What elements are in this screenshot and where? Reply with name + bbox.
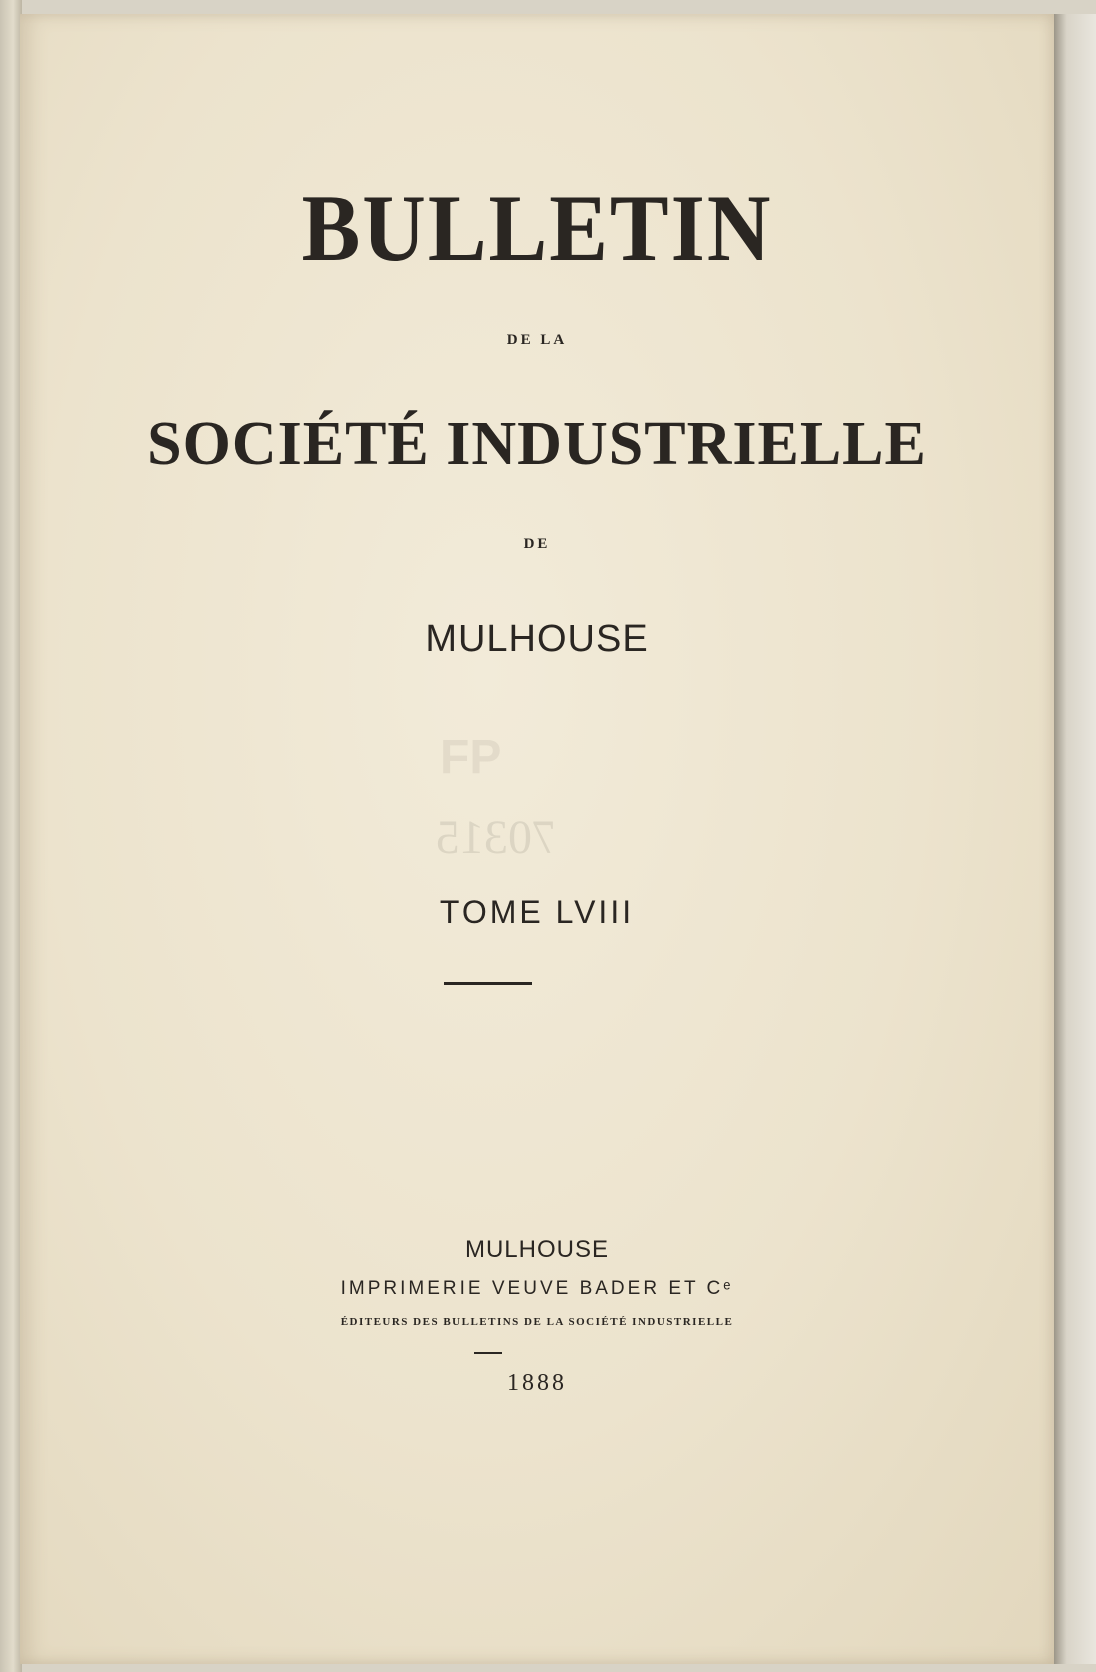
city-name: MULHOUSE — [425, 618, 649, 660]
publisher-city: MULHOUSE — [464, 1236, 610, 1263]
connector-de: DE — [523, 536, 551, 552]
title-page — [20, 14, 1054, 1664]
society-name: SOCIÉTÉ INDUSTRIELLE — [147, 410, 927, 478]
publication-year: 1888 — [507, 1370, 567, 1396]
editors-line: ÉDITEURS DES BULLETINS DE LA SOCIÉTÉ INDUSTRIELLE — [340, 1316, 734, 1328]
library-stamp-number: 70315 — [436, 811, 556, 864]
page-edge — [1054, 14, 1096, 1664]
connector-de-la: DE LA — [506, 332, 568, 348]
bulletin-title: BULLETIN — [301, 177, 773, 282]
small-divider — [474, 1352, 502, 1354]
library-stamp-letters: FP — [440, 731, 502, 784]
book-spine — [0, 0, 22, 1672]
divider-rule — [444, 982, 532, 985]
volume-number: TOME LVIII — [439, 894, 635, 930]
printer-name: IMPRIMERIE VEUVE BADER ET Cᵉ — [340, 1278, 734, 1299]
